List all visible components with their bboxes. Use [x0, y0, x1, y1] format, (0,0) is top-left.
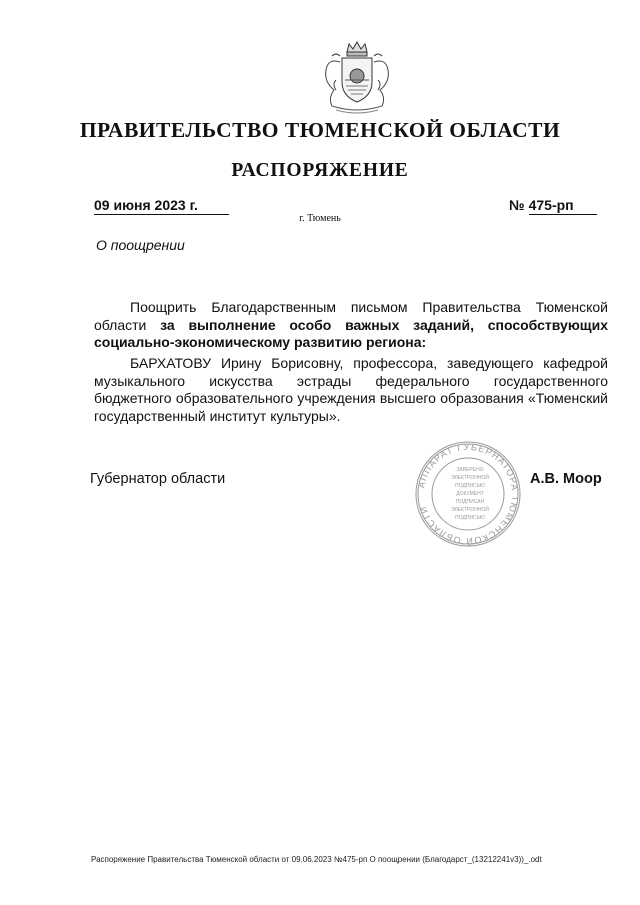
document-number-block [509, 196, 597, 214]
document-city: г. Тюмень [299, 213, 341, 224]
svg-text:АППАРАТ ГУБЕРНАТОРА ТЮМЕНСКОЙ: АППАРАТ ГУБЕРНАТОРА ТЮМЕНСКОЙ ОБЛАСТИ [416, 441, 521, 547]
svg-text:ПОДПИСЬЮ: ПОДПИСЬЮ [455, 483, 485, 489]
signatory-name: А.В. Моор [530, 471, 602, 487]
svg-text:ЗАВЕРЕНО: ЗАВЕРЕНО [456, 467, 484, 473]
document-date: 09 июня 2023 г. [94, 196, 229, 215]
body-p1-bold: за выполнение особо важных заданий, способствующих социально-экономическому развитию региона: [94, 316, 608, 350]
document-subject: О поощрении [96, 237, 185, 253]
body-paragraph-2 [94, 355, 608, 425]
organization-title: ПРАВИТЕЛЬСТВО ТЮМЕНСКОЙ ОБЛАСТИ [79, 118, 561, 142]
body-paragraph-1 [94, 299, 608, 352]
svg-text:ПОДПИСАН: ПОДПИСАН [455, 499, 485, 505]
document-number: 475-рп [529, 196, 597, 215]
svg-text:ЭЛЕКТРОННОЙ: ЭЛЕКТРОННОЙ [451, 475, 489, 481]
signatory-title: Губернатор области [90, 471, 226, 487]
official-stamp-icon [414, 440, 522, 548]
svg-text:ДОКУМЕНТ: ДОКУМЕНТ [456, 491, 484, 497]
body-p1-regular: Поощрить Благодарственным письмом Правительства Тюменской области [94, 299, 608, 333]
svg-text:ЭЛЕКТРОННОЙ: ЭЛЕКТРОННОЙ [451, 507, 489, 513]
number-sign: № [509, 197, 525, 213]
footer-file-reference: Распоряжение Правительства Тюменской области от 09.06.2023 №475-рп О поощрении (Благодарст_(13212241v3))_.odt [91, 855, 542, 864]
svg-text:ПОДПИСЬЮ: ПОДПИСЬЮ [455, 515, 485, 521]
body-p2-text: БАРХАТОВУ Ирину Борисовну, профессора, заведующего кафедрой музыкального искусства эстрады федерального государственного бюджетного образовательного учреждения высшего образования «Тюменский государственный институт культуры». [94, 355, 608, 424]
coat-of-arms-icon [314, 40, 400, 116]
document-type: РАСПОРЯЖЕНИЕ [231, 160, 409, 181]
